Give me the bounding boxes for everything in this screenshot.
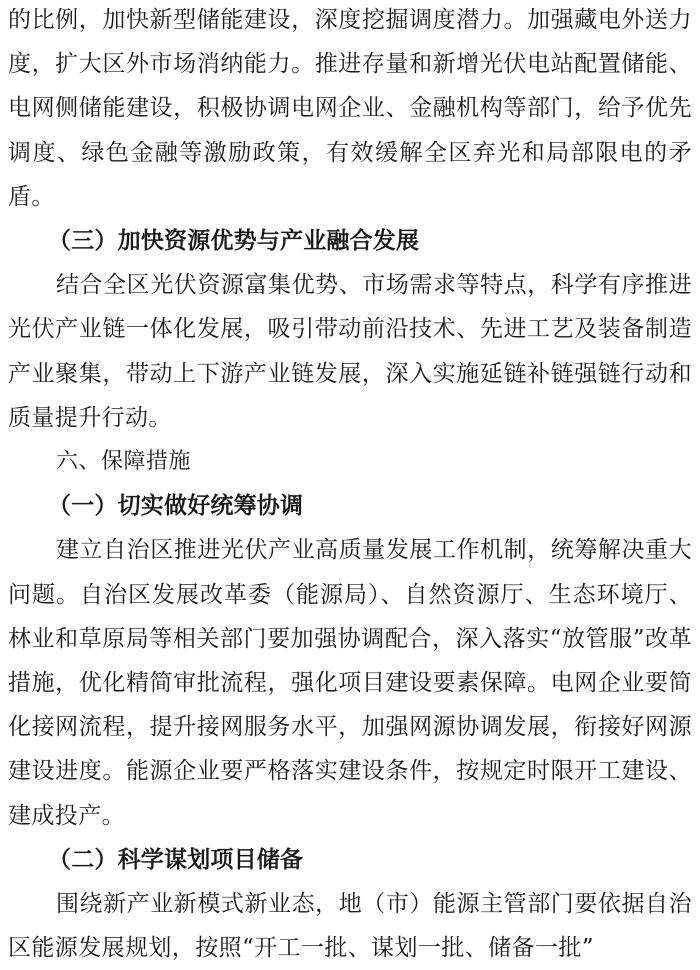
heading-safeguard-measures: 六、保障措施 [56,449,192,475]
paragraph-industry-chain: 结合全区光伏资源富集优势、市场需求等特点，科学有序推进光伏产业链一体化发展，吸引带动前沿技术、先进工艺及装备制造产业聚集，带动上下游产业链发展，深入实施延链补链强链行动和质量提升行动。 [8,272,692,431]
document-page [8,0,692,970]
paragraph-project-planning: 围绕新产业新模式新业态，地（市）能源主管部门要依据自治区能源发展规划，按照“开工一批、谋划一批、储备一批” [8,891,692,962]
paragraph-coordination-mechanism: 建立自治区推进光伏产业高质量发展工作机制，统筹解决重大问题。自治区发展改革委（能源局）、自然资源厅、生态环境厅、林业和草原局等相关部门要加强协调配合，深入落实“放管服”改革措施，优化精简审批流程，强化项目建设要素保障。电网企业要简化接网流程，提升接网服务水平，加强网源协调发展，衔接好网源建设进度。能源企业要严格落实建设条件，按规定时限开工建设、建成投产。 [8,537,692,829]
heading-coordination: （一）切实做好统筹协调 [48,493,304,520]
heading-resource-industry-integration: （三）加快资源优势与产业融合发展 [48,228,420,255]
paragraph-storage-consumption: 的比例，加快新型储能建设，深度挖掘调度潜力。加强藏电外送力度，扩大区外市场消纳能力。推进存量和新增光伏电站配置储能、电网侧储能建设，积极协调电网企业、金融机构等部门，给予优先调度、绿色金融等激励政策，有效缓解全区弃光和局部限电的矛盾。 [8,7,692,210]
heading-project-reserve: （二）科学谋划项目储备 [48,846,304,873]
